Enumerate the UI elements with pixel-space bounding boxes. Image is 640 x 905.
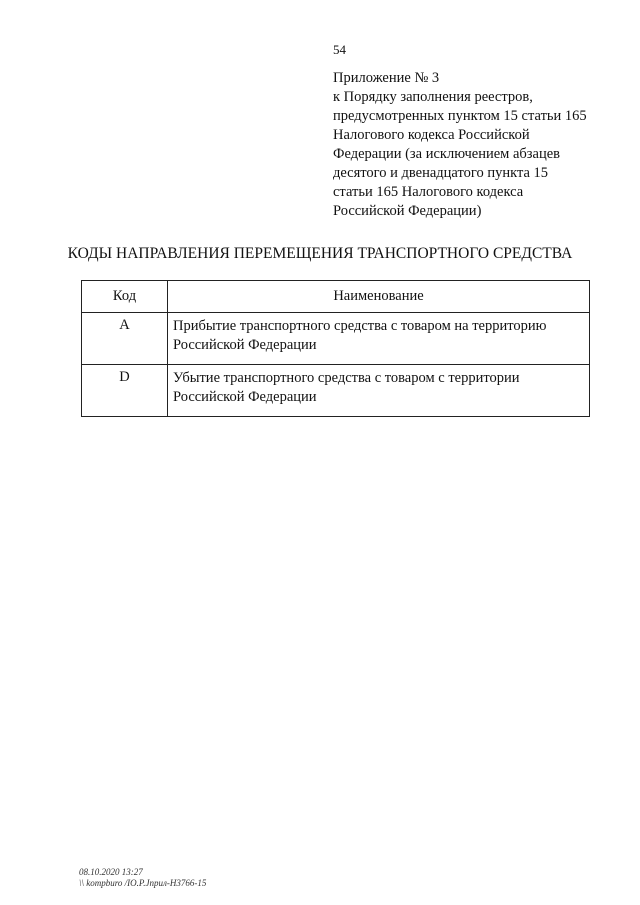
row-name: Прибытие транспортного средства с товаром на территорию Российской Федерации [168,313,590,365]
appendix-line: Налогового кодекса Российской [333,127,530,143]
appendix-line: статьи 165 Налогового кодекса [333,184,524,200]
appendix-header [333,69,633,221]
row-name: Убытие транспортного средства с товаром с территории Российской Федерации [168,365,590,417]
table-row [82,365,590,417]
row-code: D [82,365,168,417]
appendix-line: Приложение № 3 [333,70,440,86]
appendix-line: к Порядку заполнения реестров, [333,89,533,105]
table-row [82,313,590,365]
table-header-row [82,281,590,313]
appendix-line: Федерации (за исключением абзацев [333,146,560,162]
header-name: Наименование [168,281,590,313]
footer-filename: \\ kompburo /IO.P.Jnpuл-H3766-15 [79,878,207,888]
page-number: 54 [333,42,346,57]
row-code: A [82,313,168,365]
footer-stamp [79,867,206,889]
footer-timestamp: 08.10.2020 13:27 [79,867,143,877]
document-title: КОДЫ НАПРАВЛЕНИЯ ПЕРЕМЕЩЕНИЯ ТРАНСПОРТНОГО СРЕДСТВА [67,245,573,262]
appendix-line: предусмотренных пунктом 15 статьи 165 [333,108,587,124]
appendix-line: десятого и двенадцатого пункта 15 [333,165,549,181]
codes-table [81,280,590,417]
header-code: Код [82,281,168,313]
appendix-line: Российской Федерации) [333,203,482,219]
